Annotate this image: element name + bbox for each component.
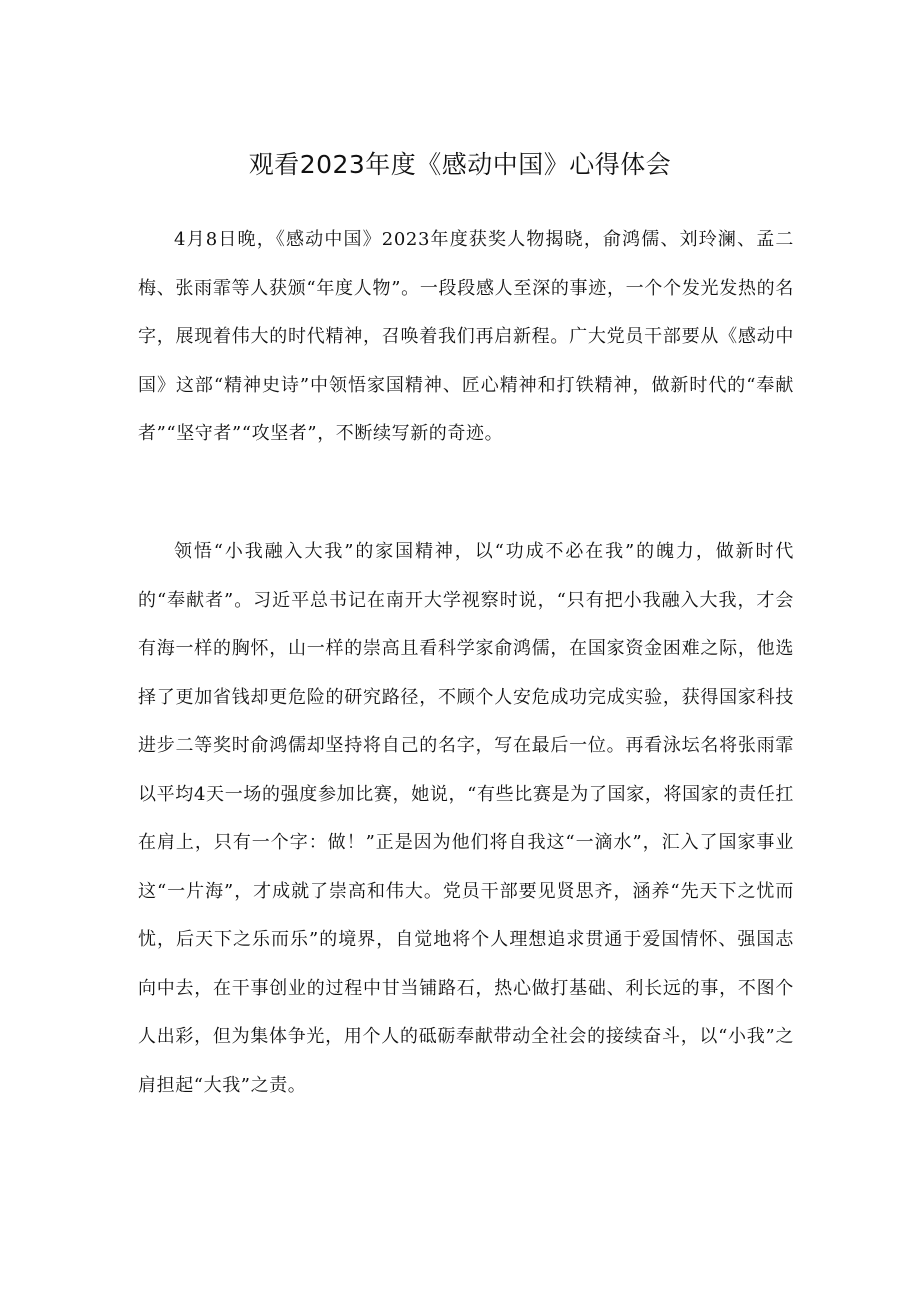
paragraph-intro: 4月8日晚，《感动中国》2023年度获奖人物揭晓，俞鸿儒、刘玲澜、孟二梅、张雨霏等人获颁“年度人物”。一段段感人至深的事迹，一个个发光发热的名字，展现着伟大的时代精神，召唤着我们再启新程。广大党员干部要从《感动中国》这部“精神史诗”中领悟家国精神、匠心精神和打铁精神，做新时代的“奉献者”“坚守者”“攻坚者”，不断续写新的奇迹。 [138, 229, 794, 444]
paragraph-family-spirit: 领悟“小我融入大我”的家国精神，以“功成不必在我”的魄力，做新时代的“奉献者”。习近平总书记在南开大学视察时说，“只有把小我融入大我，才会有海一样的胸怀，山一样的崇高且看科学家俞鸿儒，在国家资金困难之际，他选择了更加省钱却更危险的研究路径，不顾个人安危成功完成实验，获得国家科技进步二等奖时俞鸿儒却坚持将自己的名字，写在最后一位。再看泳坛名将张雨霏以平均4天一场的强度参加比赛，她说，“有些比赛是为了国家，将国家的责任扛在肩上，只有一个字：做！”正是因为他们将自我这“一滴水”，汇入了国家事业这“一片海”，才成就了崇高和伟大。党员干部要见贤思齐，涵养“先天下之忧而忧，后天下之乐而乐”的境界，自觉地将个人理想追求贯通于爱国情怀、强国志向中去，在干事创业的过程中甘当铺路石，热心做打基础、利长远的事，不图个人出彩，但为集体争光，用个人的砥砺奉献带动全社会的接续奋斗，以“小我”之肩担起“大我”之责。 [138, 541, 794, 1096]
page-title: 观看2023年度《感动中国》心得体会 [248, 150, 672, 179]
